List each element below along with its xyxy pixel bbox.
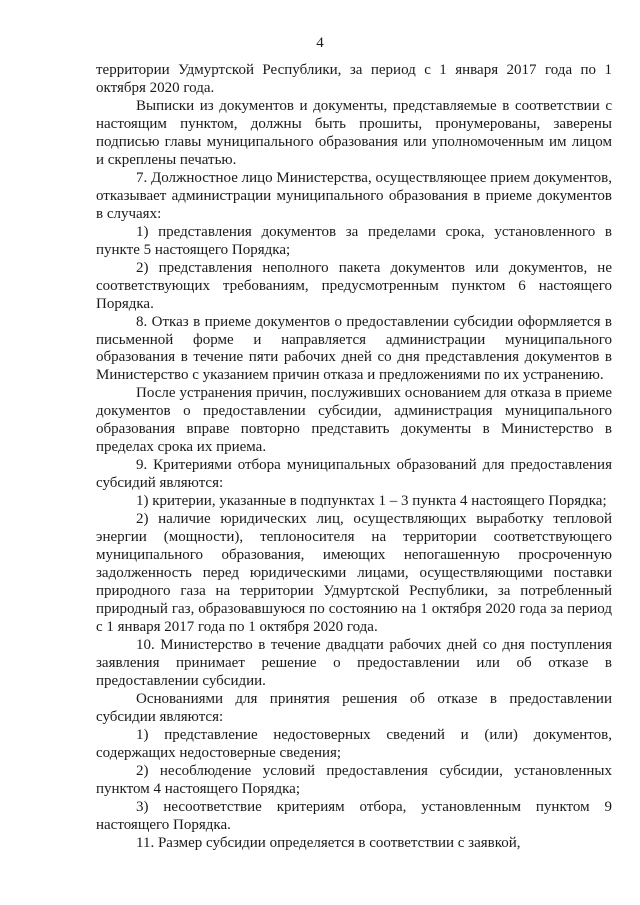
paragraph-item-10: 10. Министерство в течение двадцати рабочих дней со дня поступления заявления принимает решение о предоставлении или об отказе в предоставлении субсидии. xyxy=(96,636,612,689)
paragraph-item-8: 8. Отказ в приеме документов о предоставлении субсидии оформляется в письменной форме и направляется администрации муниципального образования в течение пяти рабочих дней со дня представления документов в Министерство с указанием причин отказа и предложениями по их устранению. xyxy=(96,313,612,384)
paragraph-item-11: 11. Размер субсидии определяется в соответствии с заявкой, xyxy=(136,834,521,851)
paragraph-refusal-grounds: Основаниями для принятия решения об отказе в предоставлении субсидии являются: xyxy=(96,690,612,725)
paragraph-item-7: 7. Должностное лицо Министерства, осуществляющее прием документов, отказывает администрации муниципального образования в приеме документов в случаях: xyxy=(96,169,613,222)
document-body xyxy=(96,62,612,853)
paragraph-resubmission: После устранения причин, послуживших основанием для отказа в приеме документов о предоставлении субсидии, администрация муниципального образования вправе повторно представить документы в Министерство в пределах срока их приема. xyxy=(96,385,612,456)
paragraph-refusal-sub-1: 1) представление недостоверных сведений и (или) документов, содержащих недостоверные сведения; xyxy=(96,726,612,761)
paragraph-item-9-sub-2: 2) наличие юридических лиц, осуществляющих выработку тепловой энергии (мощности), теплоносителя на территории соответствующего муниципального образования, имеющих непогашенную просроченную задолженность перед юридическими лицами, осуществляющими поставки природного газа на территории Удмуртской Республики, за потребленный природный газ, образовавшуюся по состоянию на 1 октября 2020 года за период с 1 января 2017 года по 1 октября 2020 года. xyxy=(96,511,612,635)
paragraph-extracts: Выписки из документов и документы, представляемые в соответствии с настоящим пунктом, должны быть прошиты, пронумерованы, заверены подписью главы муниципального образования или уполномоченным им лицом и скреплены печатью. xyxy=(96,98,612,168)
page-number: 4 xyxy=(316,35,324,51)
paragraph-item-7-sub-1: 1) представления документов за пределами срока, установленного в пункте 5 настоящего Порядка; xyxy=(96,223,612,258)
paragraph-continuation: территории Удмуртской Республики, за период с 1 января 2017 года по 1 октября 2020 года. xyxy=(96,62,612,96)
paragraph-refusal-sub-2: 2) несоблюдение условий предоставления субсидии, установленных пунктом 4 настоящего Порядка; xyxy=(96,762,612,797)
paragraph-item-7-sub-2: 2) представления неполного пакета документов или документов, не соответствующих требованиям, предусмотренным пунктом 6 настоящего Порядка. xyxy=(96,259,612,312)
paragraph-item-9: 9. Критериями отбора муниципальных образований для предоставления субсидий являются: xyxy=(96,457,612,492)
paragraph-item-9-sub-1: 1) критерии, указанные в подпунктах 1 – 3 пункта 4 настоящего Порядка; xyxy=(136,493,607,510)
paragraph-refusal-sub-3: 3) несоответствие критериям отбора, установленным пунктом 9 настоящего Порядка. xyxy=(96,798,612,833)
